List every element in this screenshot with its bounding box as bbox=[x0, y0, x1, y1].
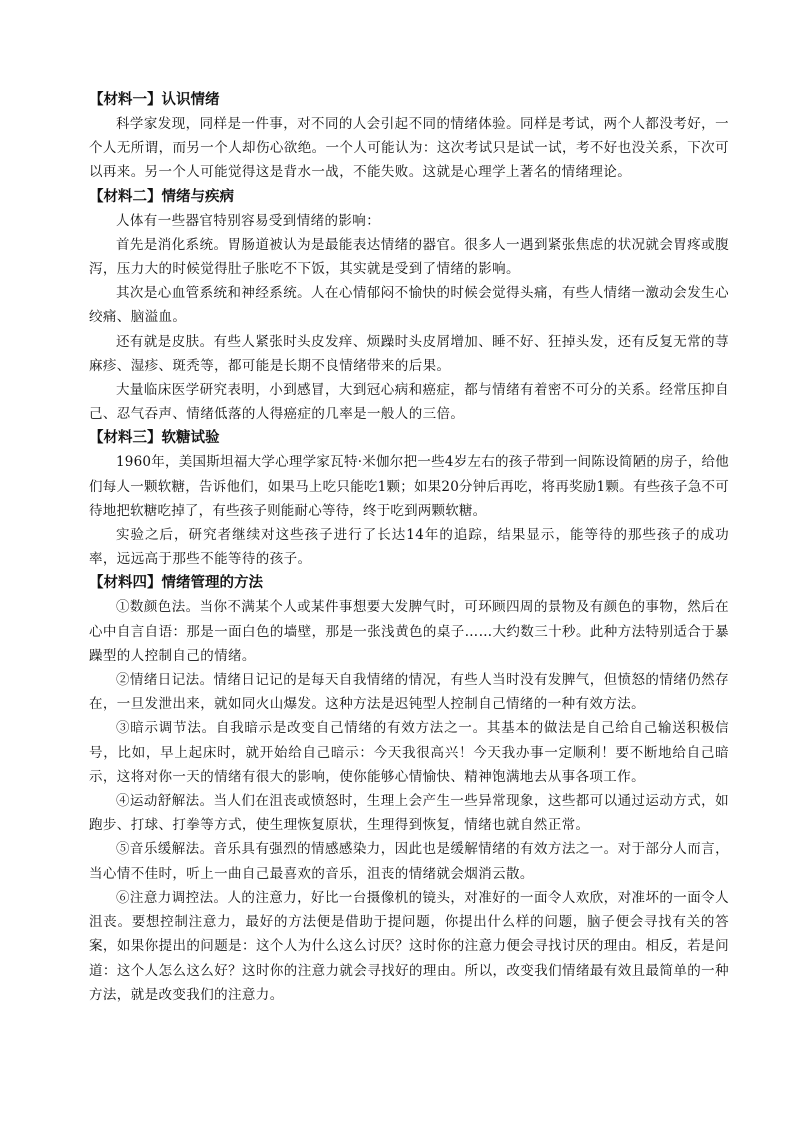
method-paragraph: ②情绪日记法。情绪日记记的是每天自我情绪的情况，有些人当时没有发脾气，但愤怒的情绪仍然存在，一旦发泄出来，就如同火山爆发。这种方法是迟钝型人控制自己情绪的一种有效方法。 bbox=[89, 672, 729, 713]
paragraph: 科学家发现，同样是一件事，对不同的人会引起不同的情绪体验。同样是考试，两个人都没考好，一个人无所谓，而另一个人却伤心欲绝。一个人可能认为：这次考试只是试一试，考不好也没关系，下次可以再来。另一个人可能觉得这是背水一战，不能失败。这就是心理学上著名的情绪理论。 bbox=[89, 116, 729, 181]
document-body bbox=[89, 88, 729, 1007]
method-paragraph: ③暗示调节法。自我暗示是改变自己情绪的有效方法之一。其基本的做法是自己给自己输送积极信号，比如，早上起床时，就开始给自己暗示：今天我很高兴！今天我办事一定顺利！要不断地给自己暗示，这将对你一天的情绪有很大的影响，使你能够心情愉快、精神饱满地去从事各项工作。 bbox=[89, 720, 729, 785]
paragraph: 人体有一些器官特别容易受到情绪的影响： bbox=[116, 212, 381, 229]
method-paragraph: ⑤音乐缓解法。音乐具有强烈的情感感染力，因此也是缓解情绪的有效方法之一。对于部分人而言，当心情不佳时，听上一曲自己最喜欢的音乐，沮丧的情绪就会烟消云散。 bbox=[89, 841, 729, 882]
paragraph: 其次是心血管系统和神经系统。人在心情郁闷不愉快的时候会觉得头痛，有些人情绪一激动会发生心绞痛、脑溢血。 bbox=[89, 285, 729, 326]
paragraph: 实验之后，研究者继续对这些孩子进行了长达14年的追踪，结果显示，能等待的那些孩子的成功率，远远高于那些不能等待的孩子。 bbox=[89, 527, 729, 568]
section-title: 【材料三】软糖试验 bbox=[89, 430, 220, 447]
method-paragraph: ④运动舒解法。当人们在沮丧或愤怒时，生理上会产生一些异常现象，这些都可以通过运动方式，如跑步、打球、打拳等方式，使生理恢复原状，生理得到恢复，情绪也就自然正常。 bbox=[89, 793, 729, 834]
section-title: 【材料一】认识情绪 bbox=[89, 92, 220, 108]
section-material-3 bbox=[89, 426, 729, 571]
section-material-2 bbox=[89, 185, 729, 427]
section-material-4 bbox=[89, 571, 729, 1006]
section-title: 【材料四】情绪管理的方法 bbox=[89, 575, 263, 592]
method-paragraph: ①数颜色法。当你不满某个人或某件事想要大发脾气时，可环顾四周的景物及有颜色的事物，然后在心中自言自语：那是一面白色的墙壁，那是一张浅黄色的桌子……大约数三十秒。此种方法特别适合于暴躁型的人控制自己的情绪。 bbox=[89, 599, 729, 664]
paragraph: 1960年，美国斯坦福大学心理学家瓦特·米伽尔把一些4岁左右的孩子带到一间陈设简陋的房子，给他们每人一颗软糖，告诉他们，如果马上吃只能吃1颗；如果20分钟后再吃，将再奖励1颗。有些孩子急不可待地把软糖吃掉了，有些孩子则能耐心等待，终于吃到两颗软糖。 bbox=[89, 454, 729, 519]
section-title: 【材料二】情绪与疾病 bbox=[89, 188, 234, 205]
paragraph: 还有就是皮肤。有些人紧张时头皮发痒、烦躁时头皮屑增加、睡不好、狂掉头发，还有反复无常的荨麻疹、湿疹、斑秃等，都可能是长期不良情绪带来的后果。 bbox=[89, 333, 729, 374]
method-paragraph: ⑥注意力调控法。人的注意力，好比一台摄像机的镜头，对准好的一面令人欢欣，对准坏的一面令人沮丧。要想控制注意力，最好的方法便是借助于提问题，你提出什么样的问题，脑子便会寻找有关的答案，如果你提出的问题是：这个人为什么这么讨厌？这时你的注意力便会寻找讨厌的理由。相反，若是问道：这个人怎么这么好？这时你的注意力就会寻找好的理由。所以，改变我们情绪最有效且最简单的一种方法，就是改变我们的注意力。 bbox=[89, 889, 729, 1003]
paragraph: 大量临床医学研究表明，小到感冒，大到冠心病和癌症，都与情绪有着密不可分的关系。经常压抑自己、忍气吞声、情绪低落的人得癌症的几率是一般人的三倍。 bbox=[89, 382, 729, 423]
section-material-1 bbox=[89, 88, 729, 185]
paragraph: 首先是消化系统。胃肠道被认为是最能表达情绪的器官。很多人一遇到紧张焦虑的状况就会胃疼或腹泻，压力大的时候觉得肚子胀吃不下饭，其实就是受到了情绪的影响。 bbox=[89, 236, 729, 278]
